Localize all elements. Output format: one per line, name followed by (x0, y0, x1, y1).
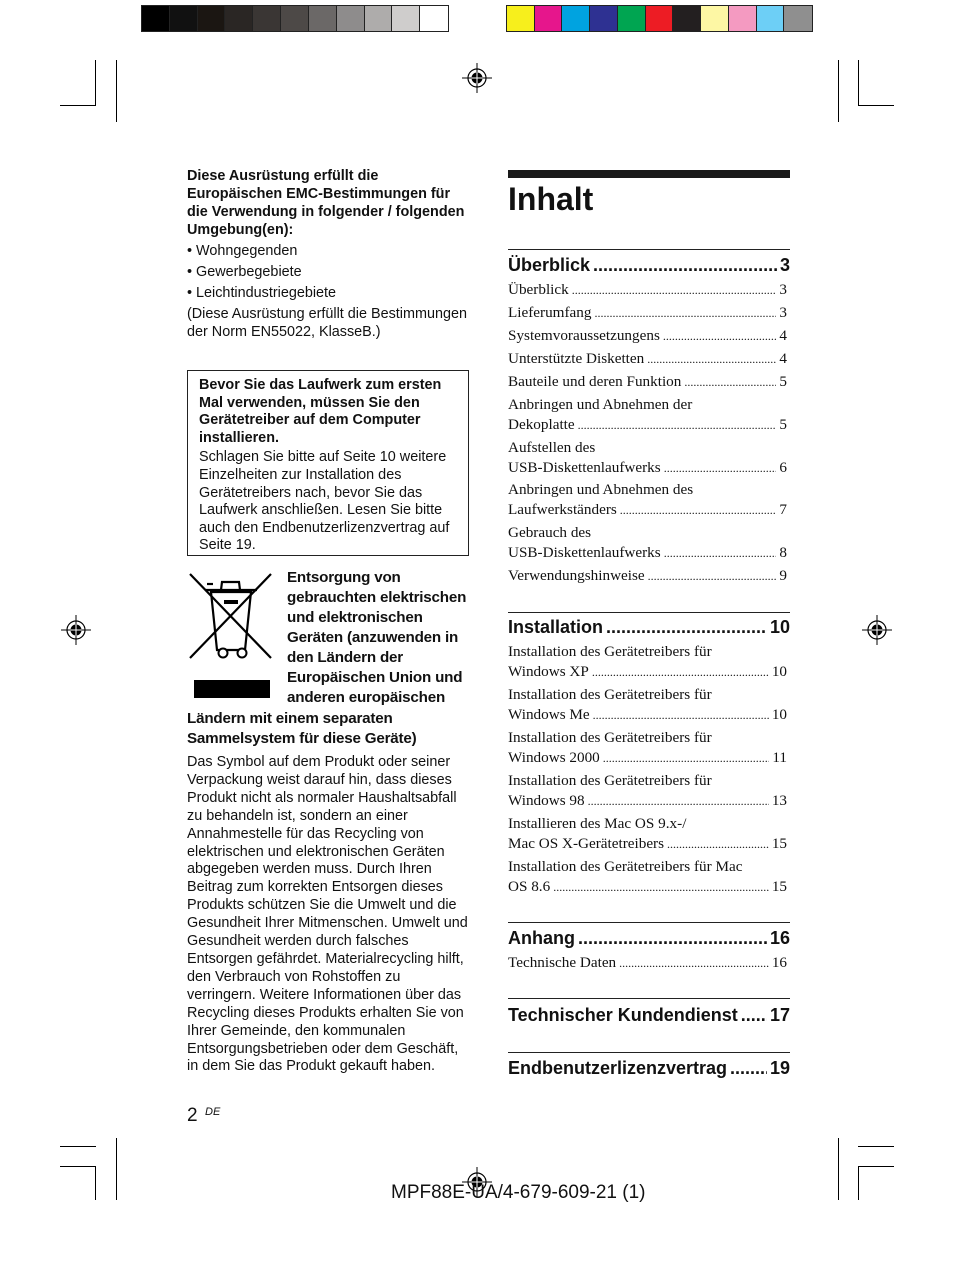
driver-install-notice-box (187, 370, 469, 556)
toc-entry-line1: Gebrauch des (508, 524, 592, 541)
toc-section-heading[interactable] (508, 1057, 790, 1079)
toc-entry[interactable] (508, 326, 787, 346)
toc-section-page: 17 (769, 1005, 790, 1025)
toc-entry[interactable] (508, 953, 787, 973)
toc-section-page: 19 (769, 1058, 790, 1078)
toc-leader-dots (664, 458, 777, 478)
colorbar-swatch (646, 6, 674, 31)
color-calibration-strip (506, 5, 813, 32)
registration-mark-icon (61, 615, 91, 645)
toc-entry-line1: Installation des Gerätetreibers für Mac (508, 858, 743, 875)
toc-leader-dots (667, 834, 769, 854)
emc-bullet-light-industry: • Leichtindustriegebiete (187, 285, 337, 301)
toc-leader-dots (620, 500, 777, 520)
colorbar-swatch (535, 6, 563, 31)
toc-entry-page: 5 (779, 416, 787, 433)
toc-entry-line1: Aufstellen des (508, 439, 596, 456)
graybar-swatch (392, 6, 420, 31)
toc-entry-page: 4 (779, 327, 787, 344)
toc-leader-dots (648, 566, 777, 586)
toc-entry[interactable] (508, 566, 787, 586)
toc-entry-label: Bauteile und deren Funktion (508, 373, 682, 390)
colorbar-swatch (590, 6, 618, 31)
toc-section-label: Technischer Kundendienst (508, 1005, 738, 1025)
page-language-code: DE (205, 1106, 221, 1118)
toc-leader-dots (595, 303, 777, 323)
toc-entry-page: 10 (771, 663, 787, 680)
toc-leader-dots (588, 791, 769, 811)
graybar-swatch (198, 6, 226, 31)
toc-entry-line1: Installieren des Mac OS 9.x-/ (508, 815, 687, 832)
graybar-swatch (365, 6, 393, 31)
graybar-swatch (253, 6, 281, 31)
toc-leader-dots (606, 616, 767, 638)
toc-entry[interactable] (508, 523, 787, 563)
toc-section-page: 16 (769, 928, 790, 948)
toc-entry[interactable] (508, 814, 787, 854)
graybar-swatch (309, 6, 337, 31)
toc-entry-label: Dekoplatte (508, 416, 575, 433)
toc-entry-line1: Anbringen und Abnehmen der (508, 396, 693, 413)
toc-section-heading[interactable] (508, 616, 790, 638)
colorbar-swatch (784, 6, 812, 31)
colorbar-swatch (562, 6, 590, 31)
toc-title: Inhalt (508, 181, 594, 217)
notice-text: Schlagen Sie bitte auf Seite 10 weitere Einzelheiten zur Installation des Gerätetreibers nach, bevor Sie das Laufwerk anschließen. Lesen Sie bitte auch den Endbenutzerlizenzvertrag auf Seite 19. (199, 449, 450, 554)
toc-entry[interactable] (508, 303, 787, 323)
toc-entry-label: Technische Daten (508, 954, 617, 971)
toc-leader-dots (684, 372, 776, 392)
gray-calibration-strip (141, 5, 449, 32)
toc-entry-page: 4 (779, 350, 787, 367)
toc-entry-page: 6 (779, 459, 787, 476)
toc-leader-dots (593, 705, 769, 725)
colorbar-swatch (507, 6, 535, 31)
graybar-swatch (281, 6, 309, 31)
weee-heading-part-2: Ländern mit einem separaten Sammelsystem für diese Geräte) (187, 710, 417, 747)
toc-leader-dots (578, 927, 767, 949)
toc-entry-page: 7 (779, 501, 787, 518)
emc-note: (Diese Ausrüstung erfüllt die Bestimmungen der Norm EN55022, KlasseB.) (187, 306, 467, 340)
graybar-swatch (337, 6, 365, 31)
notice-bold-text: Bevor Sie das Laufwerk zum ersten Mal verwenden, müssen Sie den Gerätetreiber auf dem Computer installieren. (199, 377, 442, 446)
toc-entry-label: Mac OS X-Gerätetreibers (508, 835, 665, 852)
colorbar-swatch (757, 6, 785, 31)
weee-heading-part-1: Entsorgung von gebrauchten elektrischen und elektronischen Geräten (anzuwenden in den Ländern der Europäischen Union und anderen europäischen (287, 569, 467, 706)
toc-entry-line1: Anbringen und Abnehmen des (508, 481, 694, 498)
toc-leader-dots (593, 254, 777, 276)
toc-entry-page: 3 (779, 304, 787, 321)
toc-entry[interactable] (508, 642, 787, 682)
toc-entry-page: 16 (771, 954, 787, 971)
graybar-swatch (170, 6, 198, 31)
toc-entry-page: 3 (779, 281, 787, 298)
toc-section-heading[interactable] (508, 254, 790, 276)
colorbar-swatch (701, 6, 729, 31)
toc-leader-dots (572, 280, 777, 300)
toc-entry-line1: Installation des Gerätetreibers für (508, 686, 712, 703)
toc-section-rule (508, 1052, 790, 1053)
crossed-out-wheelie-bin-icon (187, 570, 274, 700)
toc-entry[interactable] (508, 349, 787, 369)
emc-compliance-section (187, 167, 469, 341)
toc-section-heading[interactable] (508, 927, 790, 949)
emc-heading: Diese Ausrüstung erfüllt die Europäischen EMC-Bestimmungen für die Verwendung in folgender / folgenden Umgebung(en): (187, 168, 465, 238)
toc-leader-dots (553, 877, 769, 897)
toc-section-label: Überblick (508, 255, 591, 275)
toc-entry-label: USB-Diskettenlaufwerks (508, 544, 661, 561)
toc-entry-label: Verwendungshinweise (508, 567, 645, 584)
toc-entry[interactable] (508, 857, 787, 897)
registration-mark-icon (462, 63, 492, 93)
toc-leader-dots (578, 415, 777, 435)
toc-entry[interactable] (508, 771, 787, 811)
toc-entry[interactable] (508, 372, 787, 392)
toc-entry-label: Überblick (508, 281, 569, 298)
toc-entry-label: Laufwerkständers (508, 501, 617, 518)
document-code: MPF88E-UA/4-679-609-21 (1) (391, 1182, 646, 1203)
toc-section-label: Anhang (508, 928, 575, 948)
toc-entry-label: Windows Me (508, 706, 590, 723)
toc-entry-label: Windows 98 (508, 792, 585, 809)
toc-section-page: 3 (779, 255, 790, 275)
toc-entry-label: Unterstützte Disketten (508, 350, 645, 367)
toc-leader-dots (592, 662, 769, 682)
toc-entry-line1: Installation des Gerätetreibers für (508, 729, 712, 746)
toc-leader-dots (741, 1004, 767, 1026)
toc-entry[interactable] (508, 685, 787, 725)
graybar-swatch (142, 6, 170, 31)
toc-entry-page: 15 (771, 835, 787, 852)
toc-entry-label: Windows 2000 (508, 749, 600, 766)
toc-entry[interactable] (508, 280, 787, 300)
toc-entry-page: 13 (771, 792, 787, 809)
colorbar-swatch (729, 6, 757, 31)
toc-section-heading[interactable] (508, 1004, 790, 1026)
page-number: 2 (187, 1105, 198, 1126)
colorbar-swatch (618, 6, 646, 31)
toc-entry-page: 9 (779, 567, 787, 584)
emc-bullet-residential: • Wohngegenden (187, 243, 298, 259)
toc-entry[interactable] (508, 728, 787, 768)
toc-entry-line1: Installation des Gerätetreibers für (508, 772, 712, 789)
toc-entry-label: Windows XP (508, 663, 589, 680)
toc-section-label: Installation (508, 617, 604, 637)
toc-leader-dots (647, 349, 776, 369)
toc-entry[interactable] (508, 395, 787, 435)
toc-entry-line1: Installation des Gerätetreibers für (508, 643, 712, 660)
emc-bullet-commercial: • Gewerbegebiete (187, 264, 302, 280)
toc-entry-page: 15 (771, 878, 787, 895)
toc-entry[interactable] (508, 438, 787, 478)
toc-section-rule (508, 998, 790, 999)
toc-leader-dots (619, 953, 769, 973)
colorbar-swatch (673, 6, 701, 31)
toc-entry-page: 5 (779, 373, 787, 390)
toc-leader-dots (664, 543, 777, 563)
toc-entry-label: OS 8.6 (508, 878, 551, 895)
toc-entry-page: 11 (772, 749, 787, 766)
toc-section-rule (508, 922, 790, 923)
toc-entry-label: Systemvoraussetzungens (508, 327, 660, 344)
toc-entry-page: 8 (779, 544, 787, 561)
weee-body-text: Das Symbol auf dem Produkt oder seiner Verpackung weist darauf hin, dass dieses Produkt nicht als normaler Haushaltsabfall zu behandeln ist, sondern an einer Annahmestelle für das Recycling von elektrischen und elektronischen Geräten abgegeben werden muss. Durch Ihren Beitrag zum korrekten Entsorgen dieses Produkts schützen Sie die Umwelt und die Gesundheit Ihrer Mitmenschen. Umwelt und Gesundheit werden durch falsches Entsorgen gefährdet. Materialrecycling hilft, den Verbrauch von Rohstoffen zu verringern. Weitere Informationen über das Recycling dieses Produkts erhalten Sie von Ihrer Gemeinde, den kommunalen Entsorgungsbetrieben oder dem Geschäft, in dem Sie das Produkt gekauft haben. (187, 754, 468, 1075)
toc-entry-label: Lieferumfang (508, 304, 592, 321)
toc-section-rule (508, 249, 790, 250)
toc-section-page: 10 (769, 617, 790, 637)
toc-entry-label: USB-Diskettenlaufwerks (508, 459, 661, 476)
toc-leader-dots (730, 1057, 767, 1079)
toc-leader-dots (663, 326, 777, 346)
graybar-swatch (225, 6, 253, 31)
graybar-swatch (420, 6, 448, 31)
toc-leader-dots (603, 748, 770, 768)
toc-section-label: Endbenutzerlizenzvertrag (508, 1058, 728, 1078)
toc-entry-page: 10 (771, 706, 787, 723)
registration-mark-icon (862, 615, 892, 645)
toc-entry[interactable] (508, 480, 787, 520)
toc-section-rule (508, 612, 790, 613)
